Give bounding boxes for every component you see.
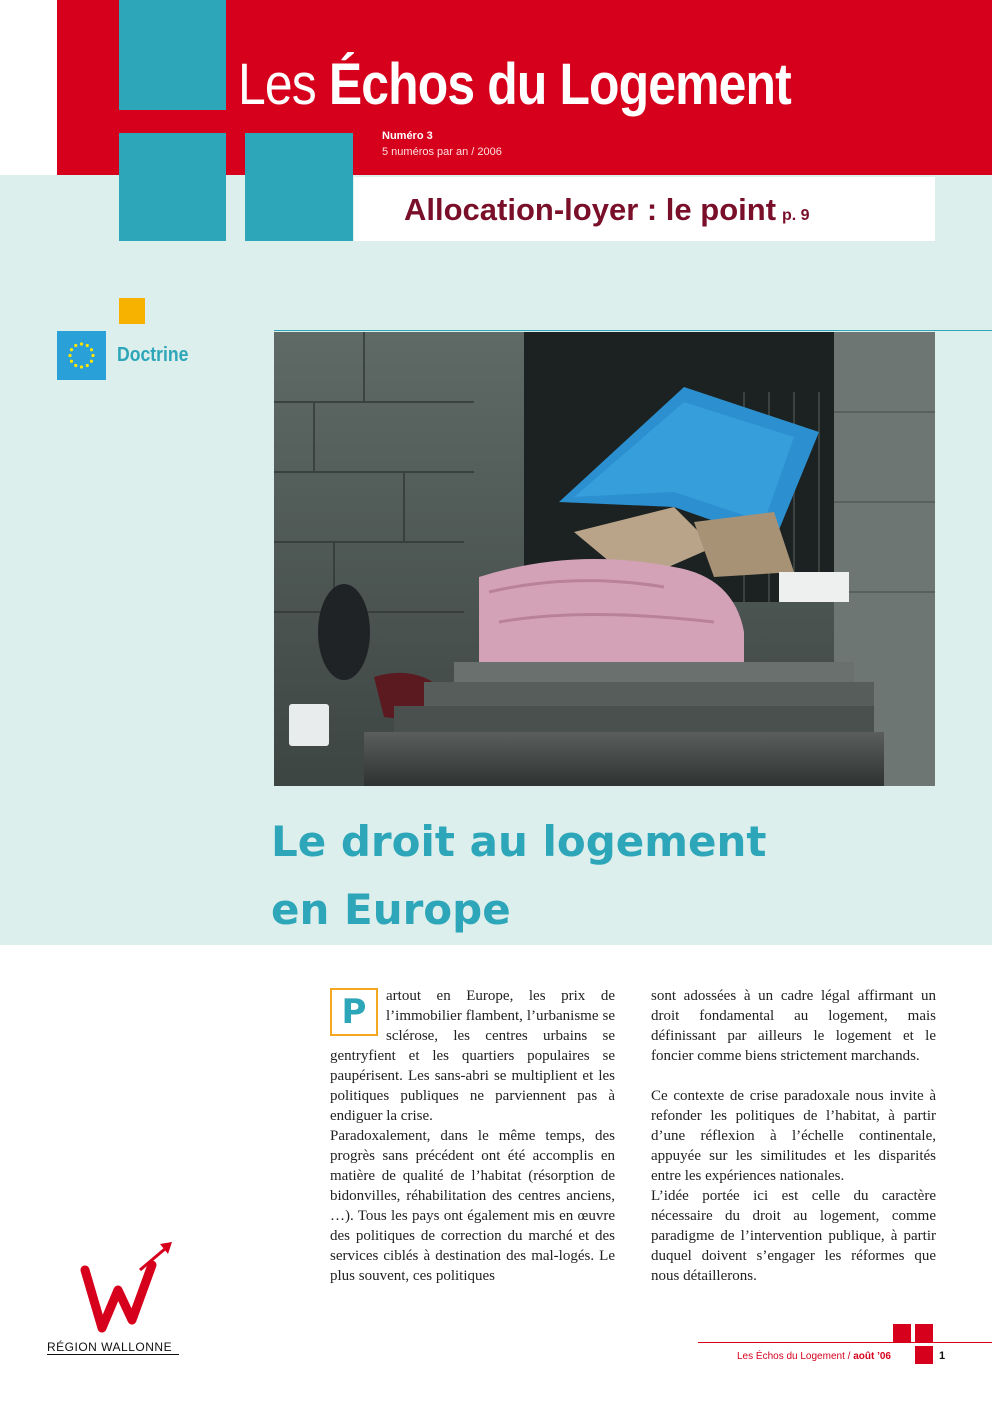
region-wallonne-logo[interactable] xyxy=(80,1240,180,1335)
paragraph-5: L’idée portée ici est celle du caractère nécessaire du droit au logement, comme paradigme de l’intervention publique, à partir duquel doivent s’engager les réformes que nous détaillerons. xyxy=(651,1188,936,1284)
paragraph-4: Ce contexte de crise paradoxale nous invite à refonder les politiques de l’habitat, à partir d’une réflexion à l’échelle continentale, appuyée sur les similitudes et les disparités entre les expériences nationales. xyxy=(651,1088,936,1184)
cover-headline[interactable]: Allocation-loyer : le point p. 9 xyxy=(404,192,810,227)
article-title xyxy=(271,808,767,944)
logo-label: RÉGION WALLONNE xyxy=(47,1340,173,1354)
eu-flag-icon xyxy=(57,331,106,380)
dropcap: P xyxy=(330,988,378,1036)
paragraph-intro: P artout en Europe, les prix de l’immobilier flambent, l’urbanisme se sclérose, les centres urbains se gentryfient et les quartiers populaires se paupérisent. Les sans-abri se multiplient et les politiques publiques ne parviennent pas à endiguer la crise. xyxy=(330,988,615,1124)
article-column-2 xyxy=(651,986,936,1286)
logo-underline xyxy=(47,1354,179,1355)
section-label: Doctrine xyxy=(117,344,189,366)
footer-square-3 xyxy=(915,1346,933,1364)
footer-square-1 xyxy=(893,1324,911,1342)
headline-page-ref: p. 9 xyxy=(782,207,810,224)
teal-square-bottom-right xyxy=(245,133,353,241)
paragraph-3: sont adossées à un cadre légal affirmant un droit fondamental au logement, mais définissant par ailleurs le logement et le foncier comme biens strictement marchands. xyxy=(651,988,936,1064)
orange-square xyxy=(119,298,145,324)
issue-frequency: 5 numéros par an / 2006 xyxy=(382,146,502,158)
footer-publication: Les Échos du Logement / août ’06 xyxy=(737,1351,891,1362)
publication-title: Les Échos du Logement xyxy=(238,52,791,117)
teal-square-top xyxy=(119,0,226,110)
footer-rule xyxy=(698,1342,992,1343)
article-title-line2: en Europe xyxy=(271,885,511,934)
footer-date: août ’06 xyxy=(853,1351,891,1362)
page-number: 1 xyxy=(939,1350,946,1362)
teal-square-bottom-left xyxy=(119,133,226,241)
article-column-1 xyxy=(330,986,615,1286)
article-title-line1: Le droit au logement xyxy=(271,817,767,866)
section-rule xyxy=(274,330,992,331)
issue-number: Numéro 3 xyxy=(382,130,433,142)
footer-square-2 xyxy=(915,1324,933,1342)
paragraph-2: Paradoxalement, dans le même temps, des progrès sans précédent ont été accomplis en matière de qualité de l’habitat (résorption de bidonvilles, réhabilitation des centres anciens, …). Tous les pays ont également mis en œuvre des politiques de correction du marché et des services ciblés à destination des mal-logés. Le plus souvent, ces politiques xyxy=(330,1128,615,1284)
cover-photo xyxy=(274,332,935,786)
